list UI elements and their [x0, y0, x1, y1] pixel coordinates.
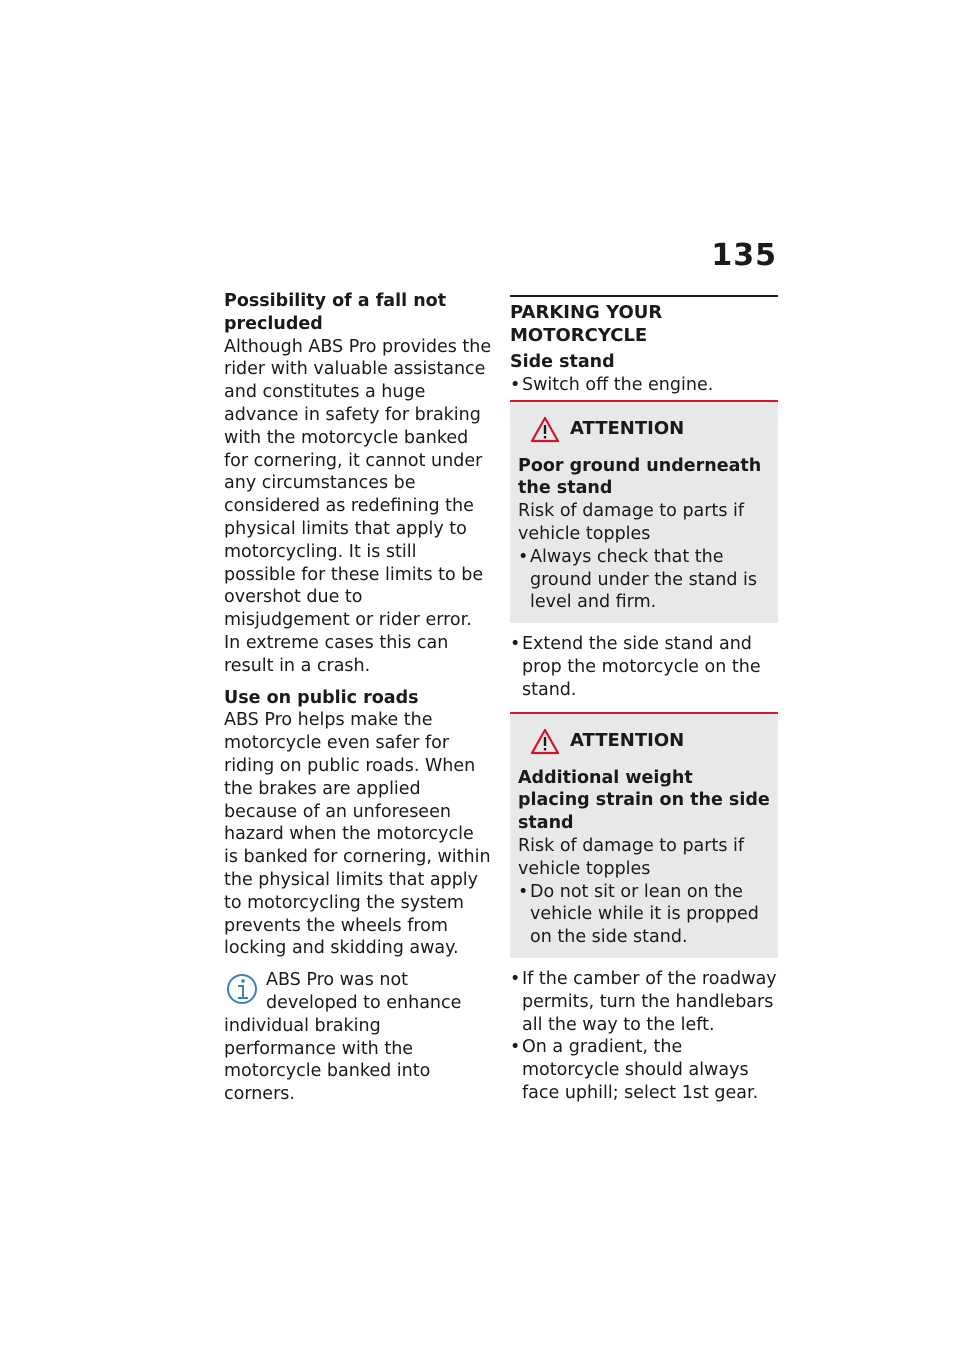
info-note	[224, 969, 492, 1106]
final-steps	[510, 968, 778, 1105]
attention-title: ATTENTION	[570, 729, 685, 751]
section-title: PARKING YOUR MOTORCYCLE	[510, 302, 663, 346]
section-divider	[510, 295, 778, 347]
step-gradient-gear: • On a gradient, the motorcycle should always face uphill; select 1st gear.	[510, 1036, 778, 1104]
attention-header	[530, 416, 770, 443]
attention-subtitle: Additional weight placing strain on the side stand	[518, 767, 770, 834]
heading-public-roads: Use on public roads	[224, 687, 419, 708]
subheading-side-stand: Side stand	[510, 352, 615, 372]
page-number: 135	[711, 238, 777, 273]
note-text-rest: individual braking performance with the motorcycle banked into corners.	[224, 1015, 431, 1105]
attention-header	[530, 728, 770, 755]
warning-triangle-icon	[530, 416, 560, 443]
paragraph-abs-pro-limits: Although ABS Pro provides the rider with valuable assistance and constitutes a huge advance in safety for braking with the motorcycle banked for cornering, it cannot under any circumstances be considered as redefining the physical limits that apply to motorcycling. It is still possible for these limits to be overshot due to misjudgement or rider error. In extreme cases this can result in a crash.	[224, 336, 492, 676]
attention-risk: Risk of damage to parts if vehicle topples	[518, 835, 745, 879]
step-turn-handlebars: • If the camber of the roadway permits, turn the handlebars all the way to the left.	[510, 968, 778, 1036]
step-extend-stand: • Extend the side stand and prop the motorcycle on the stand.	[510, 633, 778, 701]
note-text-first: ABS Pro was not developed to enhance	[266, 970, 462, 1013]
step-switch-off: • Switch off the engine.	[510, 374, 778, 397]
right-column	[510, 290, 778, 1113]
attention-box-weight	[510, 712, 778, 958]
paragraph-public-roads: ABS Pro helps make the motorcycle even safer for riding on public roads. When the brakes are applied because of an unforeseen hazard when the motorcycle is banked for cornering, within the physical limits that apply to motorcycling the system prevents the wheels from locking and skidding away.	[224, 710, 491, 959]
attention-subtitle: Poor ground underneath the stand	[518, 455, 762, 499]
attention-risk: Risk of damage to parts if vehicle topples	[518, 501, 745, 544]
left-column	[224, 290, 492, 1115]
attention-box-ground	[510, 400, 778, 624]
heading-fall-not-precluded: Possibility of a fall not precluded	[224, 291, 447, 334]
info-icon	[224, 969, 260, 1005]
warning-triangle-icon	[530, 728, 560, 755]
attention-title: ATTENTION	[570, 417, 685, 439]
attention-action: • Do not sit or lean on the vehicle while it is propped on the side stand.	[518, 881, 770, 949]
attention-action: • Always check that the ground under the stand is level and firm.	[518, 546, 770, 614]
